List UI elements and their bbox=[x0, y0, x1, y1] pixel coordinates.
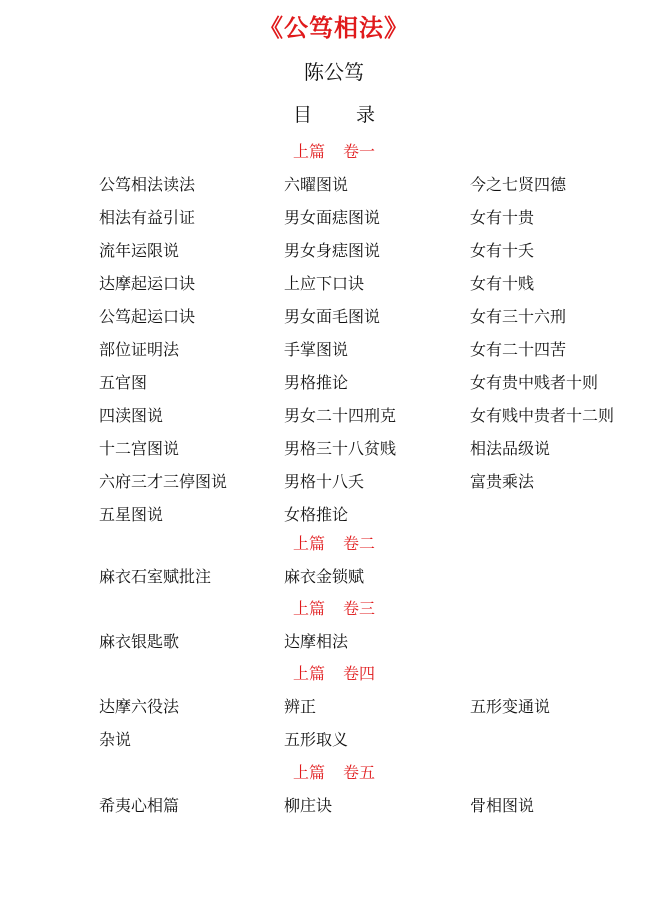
toc-row bbox=[0, 690, 668, 723]
toc-entry[interactable]: 骨相图说 bbox=[470, 796, 535, 815]
toc-entry[interactable]: 女有十贱 bbox=[470, 274, 535, 293]
toc-entry[interactable]: 女有贵中贱者十则 bbox=[470, 373, 599, 392]
toc-row bbox=[0, 168, 668, 201]
toc-entry[interactable]: 杂说 bbox=[99, 730, 132, 749]
toc-section bbox=[0, 657, 668, 756]
toc-entry[interactable]: 女有贱中贵者十二则 bbox=[470, 406, 615, 425]
section-part: 上篇 bbox=[292, 763, 325, 782]
toc-section bbox=[0, 527, 668, 593]
toc-section bbox=[0, 135, 668, 531]
section-volume: 卷二 bbox=[343, 534, 376, 553]
toc-row bbox=[0, 300, 668, 333]
toc-entry[interactable]: 男格十八夭 bbox=[284, 472, 365, 491]
author-name: 陈公笃 bbox=[304, 60, 364, 84]
toc-row bbox=[0, 465, 668, 498]
toc-row bbox=[0, 789, 668, 822]
section-header bbox=[0, 135, 668, 168]
toc-entry[interactable]: 女有十贵 bbox=[470, 208, 535, 227]
toc-row bbox=[0, 333, 668, 366]
toc-entry[interactable]: 麻衣石室赋批注 bbox=[99, 567, 212, 586]
toc-entry[interactable]: 女有二十四苦 bbox=[470, 340, 567, 359]
toc-entry[interactable]: 女有三十六刑 bbox=[470, 307, 567, 326]
toc-entry[interactable]: 五形取义 bbox=[284, 730, 349, 749]
toc-heading bbox=[0, 100, 668, 127]
toc-entry[interactable]: 麻衣银匙歌 bbox=[99, 632, 180, 651]
toc-row bbox=[0, 267, 668, 300]
section-part: 上篇 bbox=[292, 599, 325, 618]
toc-entry[interactable]: 公笃起运口诀 bbox=[99, 307, 196, 326]
toc-section bbox=[0, 756, 668, 822]
toc-section bbox=[0, 592, 668, 658]
toc-row bbox=[0, 560, 668, 593]
toc-entry[interactable]: 公笃相法读法 bbox=[99, 175, 196, 194]
section-header bbox=[0, 657, 668, 690]
toc-entry[interactable]: 今之七贤四德 bbox=[470, 175, 567, 194]
toc-entry[interactable]: 五官图 bbox=[99, 373, 148, 392]
toc-heading-char-1: 目 bbox=[292, 104, 312, 126]
toc-heading-char-2: 录 bbox=[356, 104, 376, 126]
toc-entry[interactable]: 富贵乘法 bbox=[470, 472, 535, 491]
toc-entry[interactable]: 五形变通说 bbox=[470, 697, 551, 716]
toc-entry[interactable]: 五星图说 bbox=[99, 505, 164, 524]
toc-row bbox=[0, 723, 668, 756]
section-header bbox=[0, 592, 668, 625]
toc-entry[interactable]: 手掌图说 bbox=[284, 340, 349, 359]
section-part: 上篇 bbox=[292, 534, 325, 553]
section-volume: 卷三 bbox=[343, 599, 376, 618]
toc-entry[interactable]: 相法有益引证 bbox=[99, 208, 196, 227]
toc-entry[interactable]: 相法品级说 bbox=[470, 439, 551, 458]
book-title: 《公笃相法》 bbox=[259, 14, 409, 42]
toc-entry[interactable]: 六府三才三停图说 bbox=[99, 472, 228, 491]
toc-entry[interactable]: 十二宫图说 bbox=[99, 439, 180, 458]
toc-entry[interactable]: 上应下口诀 bbox=[284, 274, 365, 293]
section-part: 上篇 bbox=[292, 664, 325, 683]
toc-entry[interactable]: 女格推论 bbox=[284, 505, 349, 524]
toc-entry[interactable]: 柳庄诀 bbox=[284, 796, 333, 815]
section-volume: 卷四 bbox=[343, 664, 376, 683]
toc-entry[interactable]: 男女面痣图说 bbox=[284, 208, 381, 227]
toc-entry[interactable]: 女有十夭 bbox=[470, 241, 535, 260]
section-header bbox=[0, 527, 668, 560]
toc-entry[interactable]: 辨正 bbox=[284, 697, 317, 716]
toc-entry[interactable]: 达摩六役法 bbox=[99, 697, 180, 716]
toc-entry[interactable]: 男格三十八贫贱 bbox=[284, 439, 397, 458]
toc-entry[interactable]: 男格推论 bbox=[284, 373, 349, 392]
toc-entry[interactable]: 四渎图说 bbox=[99, 406, 164, 425]
toc-row bbox=[0, 234, 668, 267]
toc-row bbox=[0, 432, 668, 465]
toc-row bbox=[0, 201, 668, 234]
toc-row bbox=[0, 366, 668, 399]
toc-entry[interactable]: 麻衣金锁赋 bbox=[284, 567, 365, 586]
toc-entry[interactable]: 男女身痣图说 bbox=[284, 241, 381, 260]
toc-entry[interactable]: 男女面毛图说 bbox=[284, 307, 381, 326]
toc-entry[interactable]: 六曜图说 bbox=[284, 175, 349, 194]
section-part: 上篇 bbox=[292, 142, 325, 161]
toc-entry[interactable]: 达摩相法 bbox=[284, 632, 349, 651]
toc-entry[interactable]: 达摩起运口诀 bbox=[99, 274, 196, 293]
toc-entry[interactable]: 男女二十四刑克 bbox=[284, 406, 397, 425]
section-header bbox=[0, 756, 668, 789]
toc-entry[interactable]: 部位证明法 bbox=[99, 340, 180, 359]
toc-entry[interactable]: 流年运限说 bbox=[99, 241, 180, 260]
section-volume: 卷一 bbox=[343, 142, 376, 161]
section-volume: 卷五 bbox=[343, 763, 376, 782]
toc-row bbox=[0, 399, 668, 432]
toc-entry[interactable]: 希夷心相篇 bbox=[99, 796, 180, 815]
toc-row bbox=[0, 625, 668, 658]
